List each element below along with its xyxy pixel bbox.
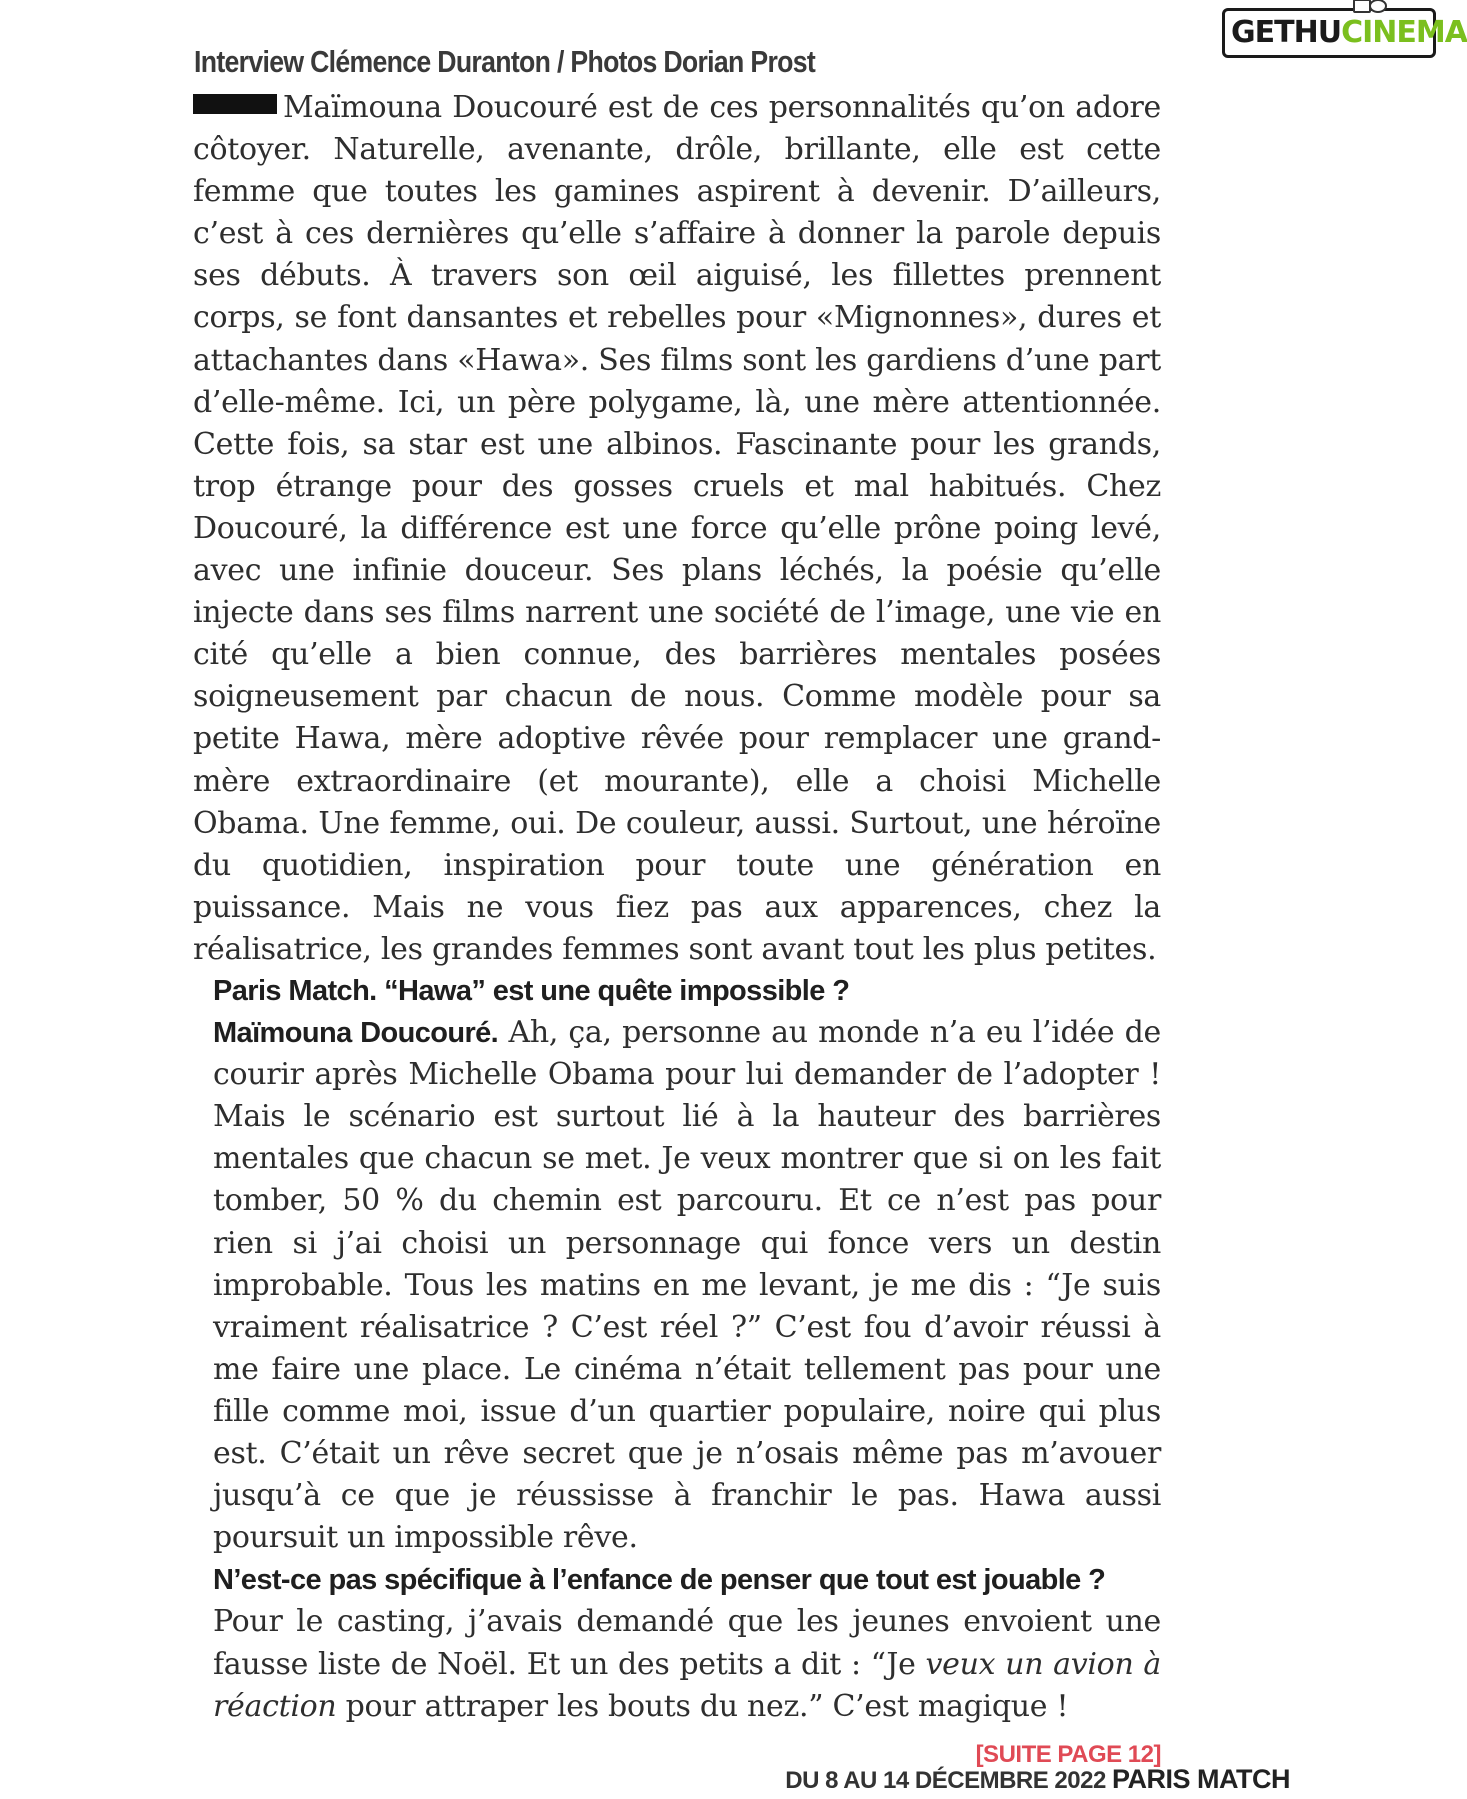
- article-credits: Interview Clémence Duranton / Photos Dorian Prost: [194, 44, 816, 79]
- watermark-text-part1: GETHU: [1231, 15, 1342, 50]
- answer-2-text-italic: veux un avion à réaction: [213, 1646, 1161, 1724]
- answer-1-text: Ah, ça, personne au monde n’a eu l’idée de courir après Michelle Obama pour lui demander de l’adopter ! Mais le scénario est surtout lié à la hauteur des barrières mentales que chacun se met. Je veux montrer que si on les fait tomber, 50 % du chemin est parcouru. Et ce n’est pas pour rien si j’ai choisi un personnage qui fonce vers un destin improbable. Tous les matins en me levant, je me dis : “Je suis vraiment réalisatrice ? C’est réel ?” C’est fou d’avoir réussi à me faire une place. Le cinéma n’était tellement pas pour une fille comme moi, issue d’un quartier populaire, noire qui plus est. C’était un rêve secret que je n’osais même pas m’avouer jusqu’à ce que je réussisse à franchir le pas. Hawa aussi poursuit un impossible rêve.: [213, 1015, 1161, 1556]
- film-reel-icon: [1369, 0, 1387, 13]
- intro-paragraph: [193, 87, 1161, 971]
- answer-2-text-start: Pour le casting, j’avais demandé que les jeunes envoient une fausse liste de Noël. Et un des petits a dit : “Je: [213, 1604, 1161, 1682]
- interview-section: [193, 970, 1161, 1776]
- speaker-name: Maïmouna Doucouré.: [213, 1017, 499, 1050]
- question-1: Paris Match. “Hawa” est une quête impossible ?: [213, 975, 850, 1007]
- question-2: N’est-ce pas spécifique à l’enfance de penser que tout est jouable ?: [213, 1564, 1106, 1597]
- intro-text: Maïmouna Doucouré est de ces personnalités qu’on adore côtoyer. Naturelle, avenante, drôle, brillante, elle est cette femme que toutes les gamines aspirent à devenir. D’ailleurs, c’est à ces dernières qu’elle s’affaire à donner la parole depuis ses débuts. À travers son œil aiguisé, les fillettes prennent corps, se font dansantes et rebelles pour «Mignonnes», dures et attachantes dans «Hawa». Ses films sont les gardiens d’une part d’elle-même. Ici, un père polygame, là, une mère attentionnée. Cette fois, sa star est une albinos. Fascinante pour les grands, trop étrange pour des gosses cruels et mal habitués. Chez Doucouré, la différence est une force qu’elle prône poing levé, avec une infinie douceur. Ses plans léchés, la poésie qu’elle injecte dans ses films narrent une société de l’image, une vie en cité qu’elle a bien connue, des barrières mentales posées soigneusement par chacun de nous. Comme modèle pour sa petite Hawa, mère adoptive rêvée pour remplacer une grand-mère extraordinaire (et mourante), elle a choisi Michelle Obama. Une femme, oui. De couleur, aussi. Surtout, une héroïne du quotidien, inspiration pour toute une génération en puissance. Mais ne vous fiez pas aux apparences, chez la réalisatrice, les grandes femmes sont avant tout les plus petites.: [193, 90, 1161, 967]
- answer-2-text-end: pour attraper les bouts du nez.” C’est magique !: [336, 1688, 1069, 1724]
- answer-1: [193, 1012, 1161, 1559]
- page-footer: [785, 1764, 1290, 1795]
- answer-2: [193, 1601, 1161, 1768]
- watermark-logo: [1222, 8, 1467, 58]
- watermark-text-part2: CINEMA: [1341, 15, 1467, 50]
- issue-date: DU 8 AU 14 DÉCEMBRE 2022: [785, 1767, 1106, 1794]
- continuation-note: [SUITE PAGE 12]: [975, 1740, 1161, 1768]
- lead-bar-marker: [193, 94, 277, 114]
- magazine-name: PARIS MATCH: [1112, 1764, 1290, 1794]
